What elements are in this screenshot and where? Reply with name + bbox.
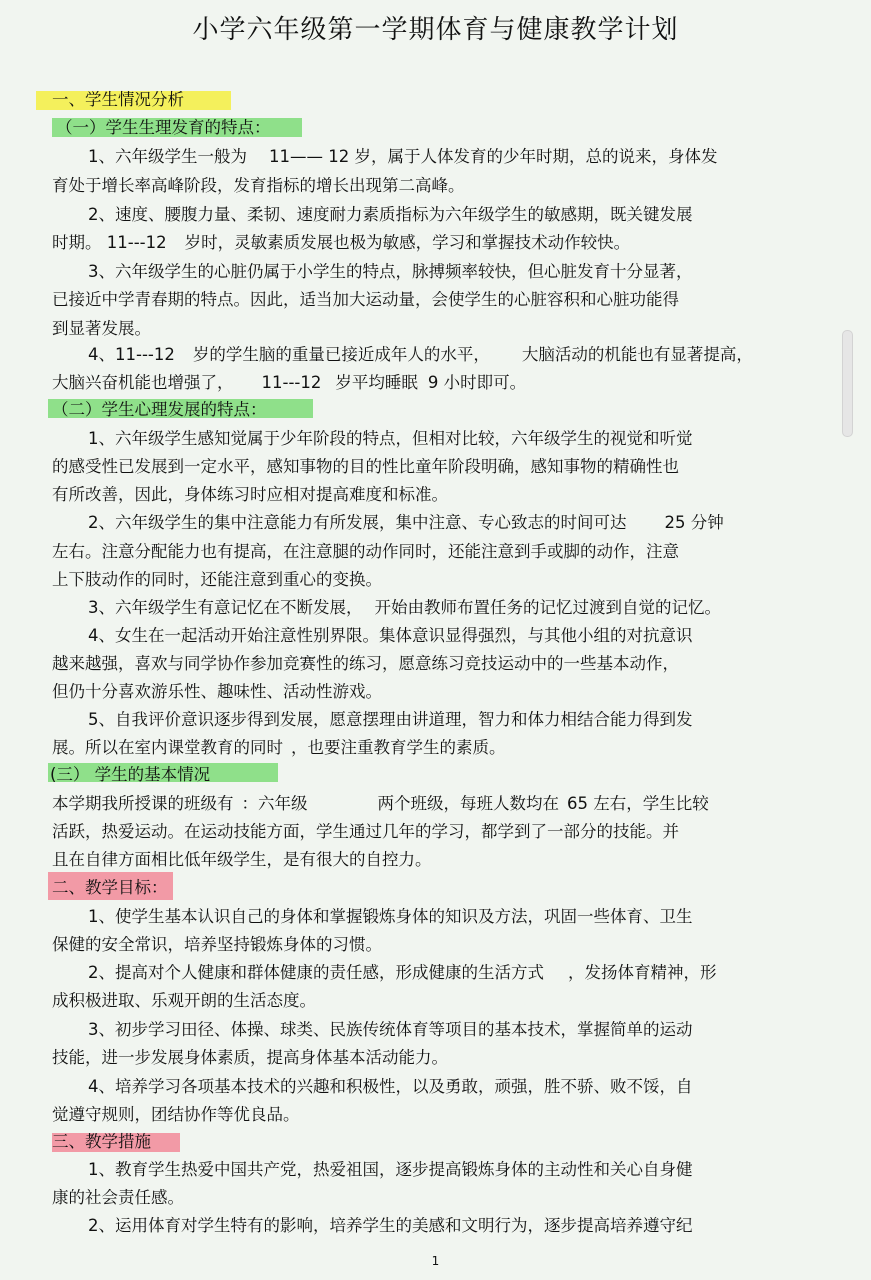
paragraph-line: 4、11---12 岁的学生脑的重量已接近成年人的水平， 大脑活动的机能也有显著提高， xyxy=(88,345,753,364)
paragraph-line: 有所改善，因此，身体练习时应相对提高难度和标准。 xyxy=(52,485,448,504)
paragraph-line: 上下肢动作的同时，还能注意到重心的变换。 xyxy=(52,570,382,589)
paragraph-line: 4、女生在一起活动开始注意性别界限。集体意识显得强烈，与其他小组的对抗意识 xyxy=(88,626,693,645)
section-heading: 二、教学目标： xyxy=(52,878,168,897)
paragraph-line: 1、使学生基本认识自己的身体和掌握锻炼身体的知识及方法，巩固一些体育、卫生 xyxy=(88,907,693,926)
section-heading: 一、学生情况分析 xyxy=(52,90,184,109)
paragraph-line: 且在自律方面相比低年级学生，是有很大的自控力。 xyxy=(52,850,432,869)
paragraph-line: 大脑兴奋机能也增强了， 11---12 岁平均睡眠 9 小时即可。 xyxy=(52,373,527,392)
paragraph-line: 康的社会责任感。 xyxy=(52,1188,184,1207)
paragraph-line: 但仍十分喜欢游乐性、趣味性、活动性游戏。 xyxy=(52,682,382,701)
paragraph-line: 2、速度、腰腹力量、柔韧、速度耐力素质指标为六年级学生的敏感期，既关键发展 xyxy=(88,205,693,224)
paragraph-line: 4、培养学习各项基本技术的兴趣和积极性，以及勇敢，顽强，胜不骄、败不馁，自 xyxy=(88,1077,693,1096)
paragraph-line: 1、六年级学生一般为 11—— 12 岁，属于人体发育的少年时期，总的说来，身体发 xyxy=(88,147,718,166)
paragraph-line: 1、教育学生热爱中国共产党，热爱祖国，逐步提高锻炼身体的主动性和关心自身健 xyxy=(88,1160,693,1179)
paragraph-line: 2、提高对个人健康和群体健康的责任感，形成健康的生活方式 ，发扬体育精神，形 xyxy=(88,963,717,982)
paragraph-line: 的感受性已发展到一定水平，感知事物的目的性比童年阶段明确，感知事物的精确性也 xyxy=(52,457,679,476)
document-title: 小学六年级第一学期体育与健康教学计划 xyxy=(192,15,679,45)
paragraph-line: 越来越强，喜欢与同学协作参加竞赛性的练习，愿意练习竞技运动中的一些基本动作， xyxy=(52,654,679,673)
paragraph-line: 保健的安全常识，培养坚持锻炼身体的习惯。 xyxy=(52,935,382,954)
paragraph-line: 3、六年级学生的心脏仍属于小学生的特点，脉搏频率较快，但心脏发育十分显著， xyxy=(88,262,693,281)
page-number: 1 xyxy=(431,1254,440,1268)
paragraph-line: 本学期我所授课的班级有 ：六年级 两个班级，每班人数均在 65 左右，学生比较 xyxy=(52,794,709,813)
paragraph-line: 左右。注意分配能力也有提高，在注意腿的动作同时，还能注意到手或脚的动作，注意 xyxy=(52,542,679,561)
section-heading: 三、教学措施 xyxy=(52,1132,151,1151)
paragraph-line: 育处于增长率高峰阶段，发育指标的增长出现第二高峰。 xyxy=(52,176,465,195)
paragraph-line: 已接近中学青春期的特点。因此，适当加大运动量，会使学生的心脏容积和心脏功能得 xyxy=(52,290,679,309)
paragraph-line: 时期。 11---12 岁时，灵敏素质发展也极为敏感，学习和掌握技术动作较快。 xyxy=(52,233,631,252)
paragraph-line: 3、六年级学生有意记忆在不断发展， 开始由教师布置任务的记忆过渡到自觉的记忆。 xyxy=(88,598,721,617)
paragraph-line: 3、初步学习田径、体操、球类、民族传统体育等项目的基本技术，掌握简单的运动 xyxy=(88,1020,693,1039)
paragraph-line: 5、自我评价意识逐步得到发展，愿意摆理由讲道理，智力和体力相结合能力得到发 xyxy=(88,710,693,729)
subsection-heading: （二）学生心理发展的特点： xyxy=(52,400,267,419)
scrollbar-thumb[interactable] xyxy=(842,330,853,437)
paragraph-line: 觉遵守规则，团结协作等优良品。 xyxy=(52,1105,300,1124)
paragraph-line: 1、六年级学生感知觉属于少年阶段的特点，但相对比较，六年级学生的视觉和听觉 xyxy=(88,429,693,448)
paragraph-line: 活跃，热爱运动。在运动技能方面，学生通过几年的学习，都学到了一部分的技能。并 xyxy=(52,822,679,841)
paragraph-line: 2、运用体育对学生特有的影响，培养学生的美感和文明行为，逐步提高培养遵守纪 xyxy=(88,1216,693,1235)
subsection-heading: (三） 学生的基本情况 xyxy=(50,765,211,784)
paragraph-line: 成积极进取、乐观开朗的生活态度。 xyxy=(52,991,316,1010)
paragraph-line: 技能，进一步发展身体素质，提高身体基本活动能力。 xyxy=(52,1048,448,1067)
subsection-heading: （一）学生生理发育的特点： xyxy=(56,118,271,137)
paragraph-line: 展。所以在室内课堂教育的同时 ，也要注重教育学生的素质。 xyxy=(52,738,506,757)
paragraph-line: 到显著发展。 xyxy=(52,319,151,338)
paragraph-line: 2、六年级学生的集中注意能力有所发展，集中注意、专心致志的时间可达 25 分钟 xyxy=(88,513,724,532)
